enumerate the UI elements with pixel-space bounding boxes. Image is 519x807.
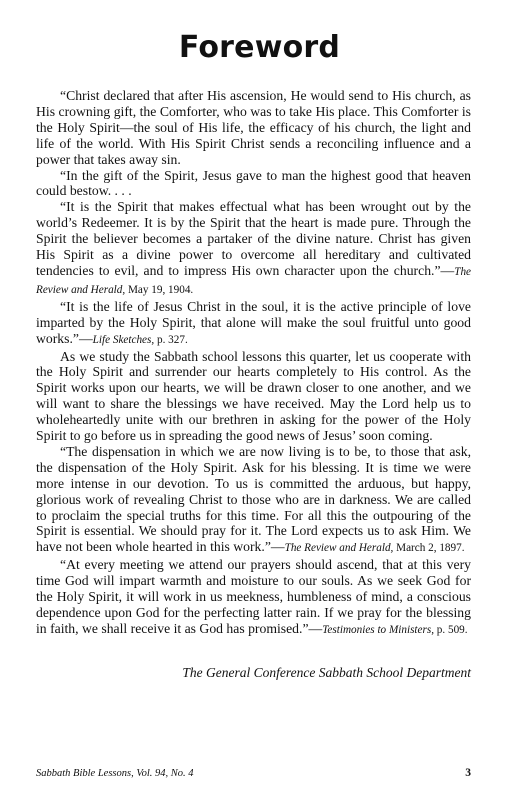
citation-reference: p. 509. [434, 623, 468, 636]
paragraph-text: “It is the Spirit that makes effectual what has been wrought out by the world’s Redeemer. It is by the Spirit that the heart is made pure. Through the Spirit the believer becomes a partaker of the divine nature. Christ has given His Spirit as a divine power to overcome all hereditary and cultivated tendencies to evil, and to impress His own character upon the church.”— [36, 199, 471, 278]
paragraph [36, 557, 471, 639]
citation-source: The Review and Herald, [36, 265, 471, 296]
citation-source: The Review and Herald, [284, 542, 394, 555]
paragraph [36, 349, 471, 444]
foreword-body [36, 88, 471, 639]
paragraph [36, 444, 471, 557]
paragraph [36, 199, 471, 298]
paragraph [36, 299, 471, 349]
page-title: Foreword [178, 30, 341, 65]
paragraph [36, 168, 471, 200]
paragraph-text: “At every meeting we attend our prayers should ascend, that at this very time God will impart warmth and moisture to our souls. As we seek God for the Holy Spirit, it will work in us meekness, humbleness of mind, a conscious dependence upon God for the perfecting latter rain. If we pray for the blessing in faith, we shall receive it as God has promised.”— [36, 557, 471, 636]
citation-source: Testimonies to Ministers, [322, 623, 434, 636]
citation-reference: p. 327. [154, 333, 188, 346]
footer-publication: Sabbath Bible Lessons, Vol. 94, No. 4 [36, 768, 194, 779]
paragraph-text: “Christ declared that after His ascension, He would send to His church, as His crowning gift, the Comforter, who was to take His place. This Comforter is the Holy Spirit—the soul of His life, the efficacy of his church, the light and life of the world. With His Spirit Christ sends a reconciling influence and a power that takes away sin. [36, 88, 471, 167]
citation-reference: March 2, 1897. [393, 542, 465, 555]
citation-reference: May 19, 1904. [125, 283, 194, 296]
paragraph-text: As we study the Sabbath school lessons this quarter, let us cooperate with the Holy Spirit and surrender our hearts completely to His control. As the Spirit works upon our hearts, we will be drawn closer to one another, and we will want to share the blessings we have received. May the Lord help us to wholeheartedly unite with our brethren in asking for the power of the Holy Spirit to go before us in spreading the good news of Jesus’ soon coming. [36, 348, 471, 444]
paragraph-text: “It is the life of Jesus Christ in the soul, it is the active principle of love imparted by the Holy Spirit, that alone will make the soul fruitful unto good works.”— [36, 298, 471, 346]
paragraph [36, 88, 471, 168]
signature: The General Conference Sabbath School Department [182, 665, 471, 680]
citation-source: Life Sketches, [92, 333, 155, 346]
paragraph-text: “In the gift of the Spirit, Jesus gave to man the highest good that heaven could bestow. . . . [36, 167, 471, 199]
paragraph-text: “The dispensation in which we are now living is to be, to those that ask, the dispensation of the Holy Spirit. Ask for his blessing. It is time we were more intense in our devotion. To us is committed the arduous, but happy, glorious work of revealing Christ to those who are in darkness. We are called to proclaim the special truths for this time. For all this the outpouring of the Spirit is essential. We should pray for it. The Lord expects us to ask Him. We have not been whole hearted in this work.”— [36, 443, 471, 555]
page-number: 3 [465, 767, 471, 779]
